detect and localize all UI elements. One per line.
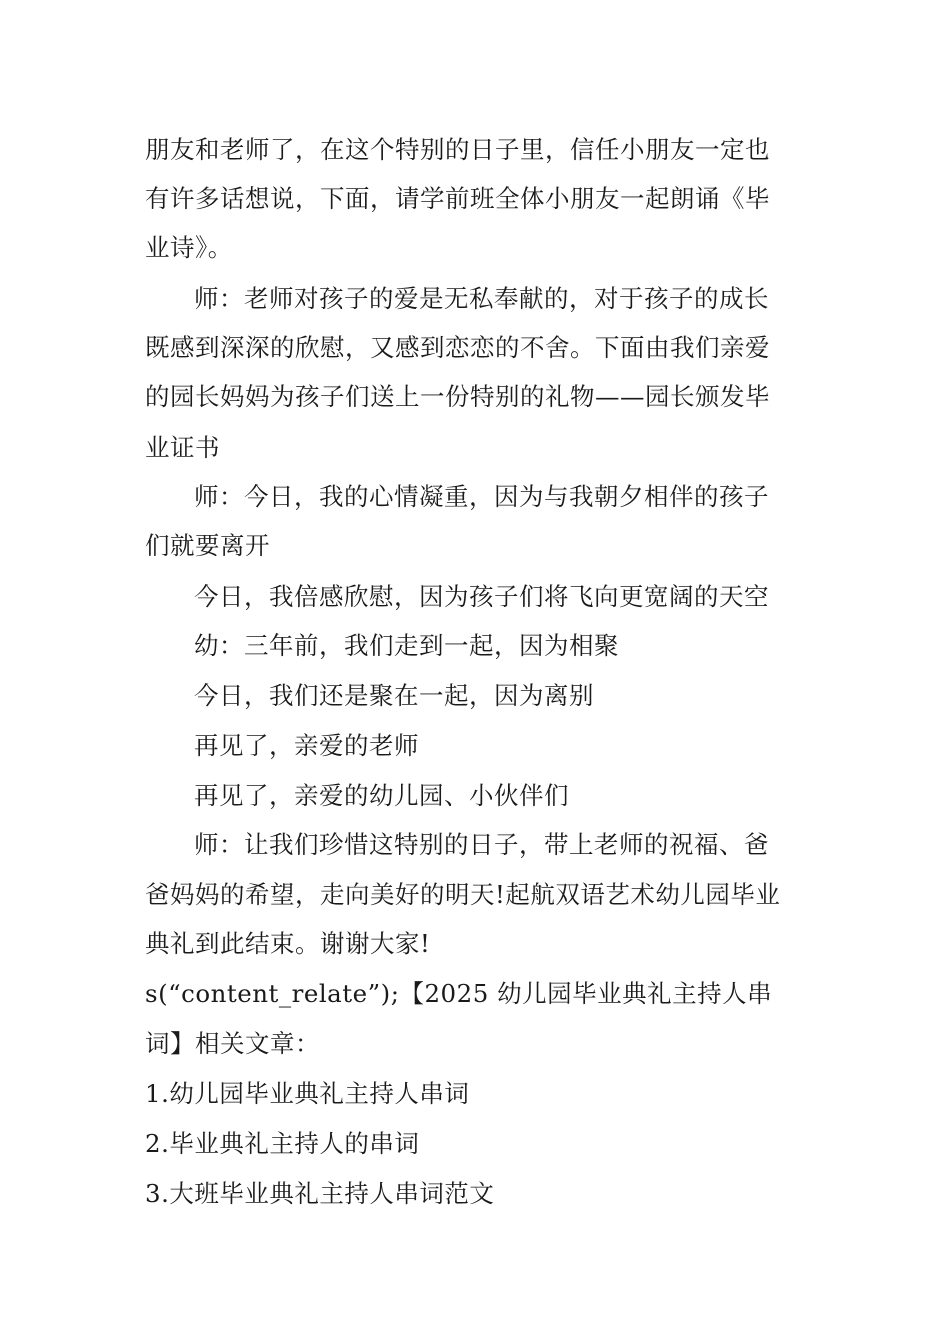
related-article-link[interactable]: 1.幼儿园毕业典礼主持人串词	[145, 1079, 470, 1108]
paragraph-line: 再见了，亲爱的老师	[194, 731, 419, 760]
paragraph-line: 今日，我倍感欣慰，因为孩子们将飞向更宽阔的天空	[194, 582, 769, 611]
related-article-link[interactable]: 2.毕业典礼主持人的串词	[145, 1129, 420, 1158]
paragraph-line: 词】相关文章：	[145, 1029, 320, 1058]
paragraph-line: 们就要离开	[145, 531, 270, 560]
paragraph-line: 的园长妈妈为孩子们送上一份特别的礼物——园长颁发毕	[145, 382, 770, 411]
paragraph-line: 爸妈妈的希望，走向美好的明天!起航双语艺术幼儿园毕业	[145, 880, 781, 909]
paragraph-line: 再见了，亲爱的幼儿园、小伙伴们	[194, 781, 569, 810]
paragraph-line: 师：今日，我的心情凝重，因为与我朝夕相伴的孩子	[194, 482, 769, 511]
paragraph-line: 师：老师对孩子的爱是无私奉献的，对于孩子的成长	[194, 284, 769, 313]
paragraph-line: s(“content_relate”);【2025 幼儿园毕业典礼主持人串	[145, 979, 773, 1008]
paragraph-line: 朋友和老师了，在这个特别的日子里，信任小朋友一定也	[145, 135, 770, 164]
paragraph-line: 师：让我们珍惜这特别的日子，带上老师的祝福、爸	[194, 830, 769, 859]
paragraph-line: 今日，我们还是聚在一起，因为离别	[194, 681, 594, 710]
paragraph-line: 典礼到此结束。谢谢大家!	[145, 929, 431, 958]
related-article-link[interactable]: 3.大班毕业典礼主持人串词范文	[145, 1179, 495, 1208]
paragraph-line: 业诗》。	[145, 233, 233, 262]
paragraph-line: 有许多话想说，下面，请学前班全体小朋友一起朗诵《毕	[145, 184, 770, 213]
paragraph-line: 既感到深深的欣慰，又感到恋恋的不舍。下面由我们亲爱	[145, 333, 770, 362]
paragraph-line: 业证书	[145, 433, 220, 462]
paragraph-line: 幼：三年前，我们走到一起，因为相聚	[194, 631, 619, 660]
